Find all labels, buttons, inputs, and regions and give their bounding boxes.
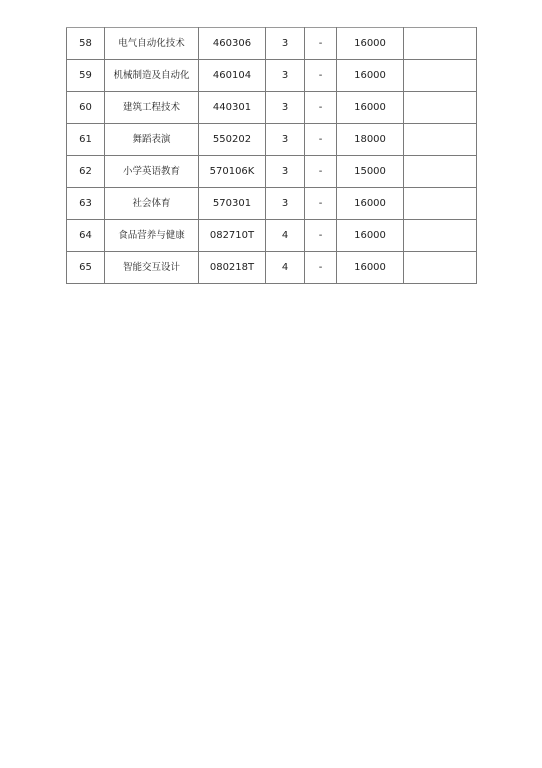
note-cell [404,124,477,156]
row-index: 58 [67,28,105,60]
major-name: 建筑工程技术 [105,92,199,124]
table-row [67,156,477,188]
row-index: 62 [67,156,105,188]
major-code: 082710T [199,220,266,252]
table-row [67,124,477,156]
tuition-fee: 16000 [337,28,404,60]
tuition-fee: 18000 [337,124,404,156]
major-name: 小学英语教育 [105,156,199,188]
tuition-fee: 16000 [337,188,404,220]
major-code: 550202 [199,124,266,156]
extra-value: - [305,124,337,156]
major-code: 080218T [199,252,266,284]
extra-value: - [305,156,337,188]
row-index: 65 [67,252,105,284]
major-name: 食品营养与健康 [105,220,199,252]
note-cell [404,156,477,188]
study-years: 4 [266,220,305,252]
tuition-fee: 16000 [337,252,404,284]
tuition-fee: 16000 [337,60,404,92]
table-row [67,252,477,284]
row-index: 63 [67,188,105,220]
note-cell [404,220,477,252]
major-name: 社会体育 [105,188,199,220]
table-row [67,60,477,92]
major-name: 电气自动化技术 [105,28,199,60]
study-years: 3 [266,188,305,220]
study-years: 3 [266,124,305,156]
row-index: 59 [67,60,105,92]
major-name: 智能交互设计 [105,252,199,284]
study-years: 3 [266,28,305,60]
major-code: 460104 [199,60,266,92]
table-row [67,28,477,60]
note-cell [404,188,477,220]
row-index: 64 [67,220,105,252]
table-row [67,188,477,220]
note-cell [404,60,477,92]
majors-table [66,27,477,284]
note-cell [404,252,477,284]
tuition-fee: 16000 [337,220,404,252]
major-code: 570106K [199,156,266,188]
note-cell [404,92,477,124]
table-row [67,220,477,252]
study-years: 3 [266,60,305,92]
major-code: 570301 [199,188,266,220]
extra-value: - [305,28,337,60]
study-years: 3 [266,156,305,188]
extra-value: - [305,60,337,92]
major-code: 440301 [199,92,266,124]
study-years: 4 [266,252,305,284]
tuition-fee: 15000 [337,156,404,188]
tuition-fee: 16000 [337,92,404,124]
extra-value: - [305,252,337,284]
row-index: 60 [67,92,105,124]
study-years: 3 [266,92,305,124]
row-index: 61 [67,124,105,156]
extra-value: - [305,188,337,220]
major-name: 机械制造及自动化 [105,60,199,92]
note-cell [404,28,477,60]
major-name: 舞蹈表演 [105,124,199,156]
extra-value: - [305,92,337,124]
extra-value: - [305,220,337,252]
major-code: 460306 [199,28,266,60]
table-row [67,92,477,124]
